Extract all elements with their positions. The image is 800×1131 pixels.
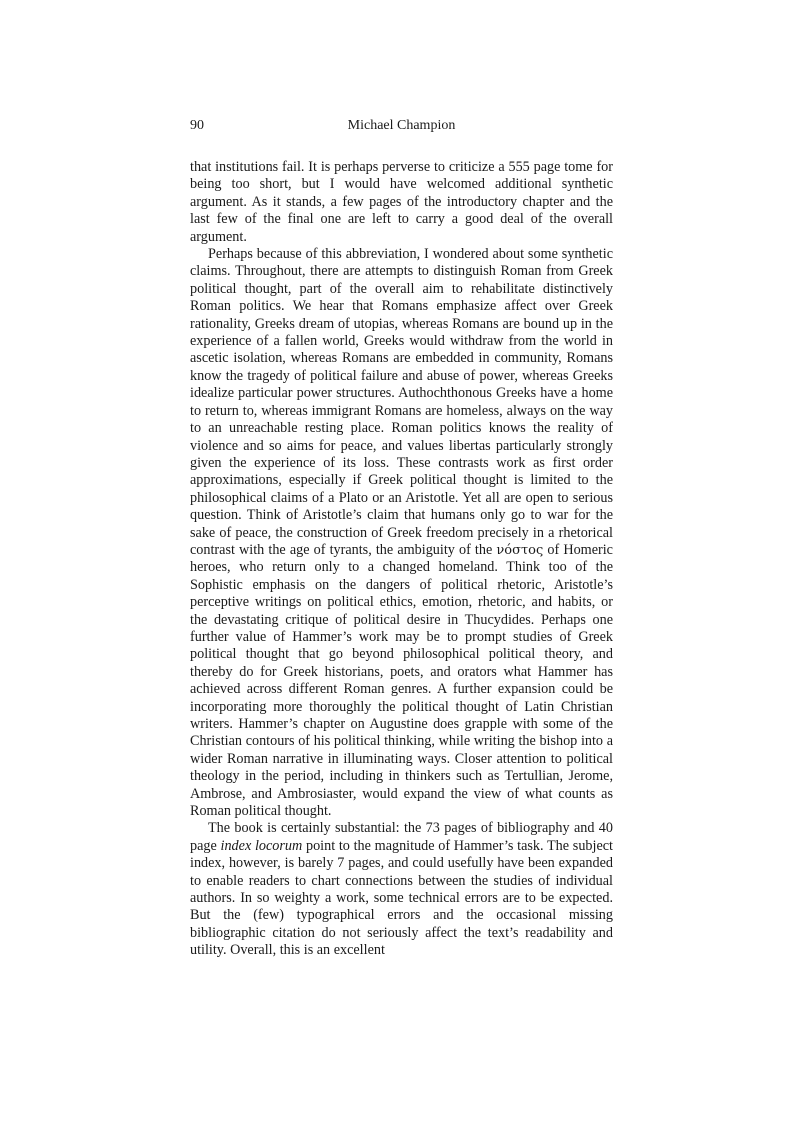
running-head: [190, 118, 613, 140]
greek-word-nostos: νόστος: [496, 542, 544, 558]
paragraph-3-text-end: point to the magnitude of Hammer’s task. The subject index, however, is barely 7 pages, and could usefully have been expanded to enable readers to chart connections between the studies of individual authors. In so weighty a work, some technical errors are to be expected. But the (few) typographical errors and the occasional missing bibliographic citation do not seriously affect the text’s readability and utility. Overall, this is an excellent: [190, 837, 613, 959]
italic-term-index-locorum: index locorum: [220, 837, 303, 854]
paragraph-2-text-start: Perhaps because of this abbreviation, I wondered about some synthetic claims. Throughout, there are attempts to distinguish Roman from Greek political thought, part of the overall aim to rehabilitate distinctively Roman politics. We hear that Romans emphasize affect over Greek rationality, Greeks dream of utopias, whereas Romans are bound up in the experience of a fallen world, Greeks would withdraw from the world in ascetic isolation, whereas Romans are embedded in community, Romans know the tragedy of political failure and abuse of power, whereas Greeks idealize particular power structures. Authochthonous Greeks have a home to return to, whereas immigrant Romans are homeless, always on the way to an unreachable resting place. Roman politics knows the reality of violence and so aims for peace, and values libertas particularly strongly given the experience of its loss. These contrasts work as first order approximations, especially if Greek political thought is limited to the philosophical claims of a Plato or an Aristotle. Yet all are open to serious question. Think of Aristotle’s claim that humans only go to war for the sake of peace, the construction of Greek freedom precisely in a rhetorical contrast with the age of tyrants, the ambiguity of the: [190, 246, 613, 558]
paragraph-3: [190, 820, 613, 959]
paragraph-2: [190, 246, 613, 820]
paragraph-2-text-end: of Homeric heroes, who return only to a changed homeland. Think too of the Sophistic emphasis on the dangers of political rhetoric, Aristotle’s perceptive writings on political ethics, emotion, rhetoric, and habits, or the devastating critique of political desire in Thucydides. Perhaps one further value of Hammer’s work may be to prompt studies of Greek political thought that go beyond philosophical political theory, and thereby do for Greek historians, poets, and orators what Hammer has achieved across different Roman genres. A further expansion could be incorporating more thoroughly the political thought of Latin Christian writers. Hammer’s chapter on Augustine does grapple with some of the Christian contours of his political thinking, while writing the bishop into a wider Roman narrative in illuminating ways. Closer attention to political theology in the period, including in thinkers such as Tertullian, Jerome, Ambrose, and Ambrosiaster, would expand the view of what counts as Roman political thought.: [190, 541, 613, 820]
paragraph-1: that institutions fail. It is perhaps perverse to criticize a 555 page tome for being too short, but I would have welcomed additional synthetic argument. As it stands, a few pages of the introductory chapter and the last few of the final one are left to carry a good deal of the overall argument.: [190, 159, 613, 245]
paragraph-3-text-start: The book is certainly substantial: the 73 pages of bibliography and 40 page: [190, 820, 613, 854]
running-head-author: Michael Champion: [347, 118, 456, 133]
page-number: 90: [190, 118, 204, 133]
body-text: [190, 159, 613, 960]
